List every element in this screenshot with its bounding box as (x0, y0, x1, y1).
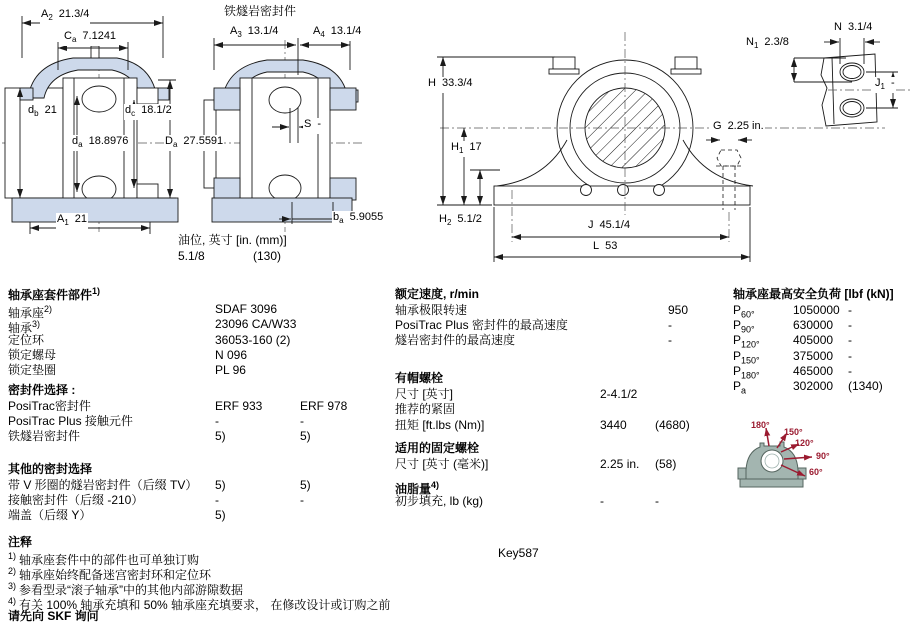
section-title-kit: 轴承座套件部件$^{1)}$ (8, 286, 101, 302)
spec-row-speed-limit: 轴承极限转速 950 (395, 303, 689, 317)
dim-j1: $J_1$ - (875, 77, 895, 92)
section-title-cap-bolts: 有帽螺栓 (395, 371, 444, 385)
angle-label-150: 150° (784, 427, 803, 437)
spec-row-taconite: 铁燧岩密封件 5) 5) (8, 429, 311, 443)
dim-a4: $A_4$ 13.1/4 (313, 25, 362, 40)
dim-db: $d_b$ 21 (28, 104, 57, 119)
dim-a1: $A_1$ 21 (57, 213, 88, 228)
dim-Da: $D_a$ 27.5591 (165, 135, 224, 150)
figure-housing-section (2, 16, 190, 234)
dim-g: G 2.25 in. (712, 120, 765, 136)
spec-row-attachment-bolt-size: 尺寸 [英寸 (毫米)] 2.25 in. (58) (395, 457, 677, 471)
dim-j: J 45.1/4 (587, 219, 631, 235)
spec-row-lock-nut: 锁定螺母 N 096 (8, 348, 248, 362)
load-row-p90: $P_{90^\circ}$ 630000 - (733, 318, 852, 335)
dim-s: S - (303, 118, 322, 134)
section-title-other-seals: 其他的密封选择 (8, 462, 93, 476)
dim-ba: $b_a$ 5.9055 (333, 211, 384, 226)
spec-row-positrac: PosiTrac密封件 ERF 933 ERF 978 (8, 399, 348, 413)
dim-n: N 3.1/4 (833, 21, 873, 37)
dim-l: L 53 (592, 240, 618, 256)
spec-row-initial-fill: 初步填充, lb (kg) - - (395, 494, 659, 508)
dim-dc: $d_c$ 18.1/2 (125, 104, 172, 119)
figure-front-view (437, 32, 885, 262)
spec-row-locating-ring: 定位环 36053-160 (2) (8, 333, 291, 347)
spec-row-contact-seal: 接触密封件（后缀 -210） - - (8, 493, 304, 507)
note-3: $^{3)}$ 参看型录“滚子轴承”中的其他内部游隙数据 (8, 581, 244, 597)
spec-row-end-cover: 端盖（后缀 Y） 5) (8, 508, 226, 522)
section-title-seal-choice: 密封件选择 : (8, 383, 76, 397)
dim-da: $d_a$ 18.8976 (72, 135, 129, 150)
spec-row-lock-washer: 锁定垫圈 PL 96 (8, 363, 246, 377)
load-row-p60: $P_{60^\circ}$ 1050000 - (733, 303, 852, 320)
dim-h2: $H_2$ 5.1/2 (439, 213, 482, 228)
notes-title: 注释 (8, 535, 33, 549)
load-row-pa: $P_a$ 302000 (1340) (733, 379, 883, 396)
dim-h: H 33.3/4 (427, 77, 474, 93)
load-row-p150: $P_{150^\circ}$ 375000 - (733, 349, 852, 366)
dim-h1: $H_1$ 17 (451, 141, 482, 156)
section-title-grease: 油脂量$^{4)}$ (395, 480, 440, 496)
dim-n1: $N_1$ 2.3/8 (746, 36, 789, 51)
section-title-safe-load: 轴承座最高安全负荷 [lbf (kN)] (733, 287, 894, 301)
load-row-p180: $P_{180^\circ}$ 465000 - (733, 364, 852, 381)
dim-ca: $C_a$ 7.1241 (64, 30, 117, 45)
note-footer: 请先向 SKF 询问 (8, 609, 99, 623)
oil-level-inch: 5.1/8 (178, 249, 205, 263)
spec-row-bearing: 轴承$^{3)}$ 23096 CA/W33 (8, 317, 297, 335)
taconite-seal-title: 铁燧岩密封件 (224, 4, 297, 18)
load-row-p120: $P_{120^\circ}$ 405000 - (733, 333, 852, 350)
spec-row-recommended-tightening: 推荐的紧固 (395, 402, 456, 416)
spec-row-speed-positrac-plus: PosiTrac Plus 密封件的最高速度 - (395, 318, 672, 332)
spec-row-speed-taconite: 燧岩密封件的最高速度 - (395, 333, 672, 347)
spec-row-housing: 轴承座$^{2)}$ SDAF 3096 (8, 302, 278, 320)
dim-a3: $A_3$ 13.1/4 (230, 25, 279, 40)
oil-level-label: 油位, 英寸 [in. (mm)] (178, 233, 287, 247)
key-label: Key587 (498, 546, 539, 560)
note-1: $^{1)}$ 轴承座套件中的部件也可单独订购 (8, 551, 200, 567)
dim-a2: $A_2$ 21.3/4 (41, 8, 90, 23)
spec-row-taconite-tv: 带 V 形圈的燧岩密封件（后缀 TV） 5) 5) (8, 478, 311, 492)
angle-label-120: 120° (795, 438, 814, 448)
spec-row-torque: 扭矩 [ft.lbs (Nm)] 3440 (4680) (395, 418, 690, 432)
angle-label-180: 180° (751, 420, 770, 430)
oil-level-mm: (130) (253, 249, 282, 263)
note-2: $^{2)}$ 轴承座始终配备迷宫密封环和定位环 (8, 566, 212, 582)
note-4: $^{4)}$ 有关 100% 轴承充填和 50% 轴承座充填要求， 在修改设计或订购之前 (8, 596, 391, 612)
spec-row-capbolt-size: 尺寸 [英寸] 2-4.1/2 (395, 387, 638, 401)
spec-row-positrac-plus: PosiTrac Plus 接触元件 - - (8, 414, 304, 428)
figure-taconite-section (200, 38, 362, 232)
angle-label-60: 60° (809, 467, 823, 477)
section-title-speed: 额定速度, r/min (395, 287, 480, 301)
section-title-attachment-bolts: 适用的固定螺栓 (395, 441, 480, 455)
angle-label-90: 90° (816, 451, 830, 461)
